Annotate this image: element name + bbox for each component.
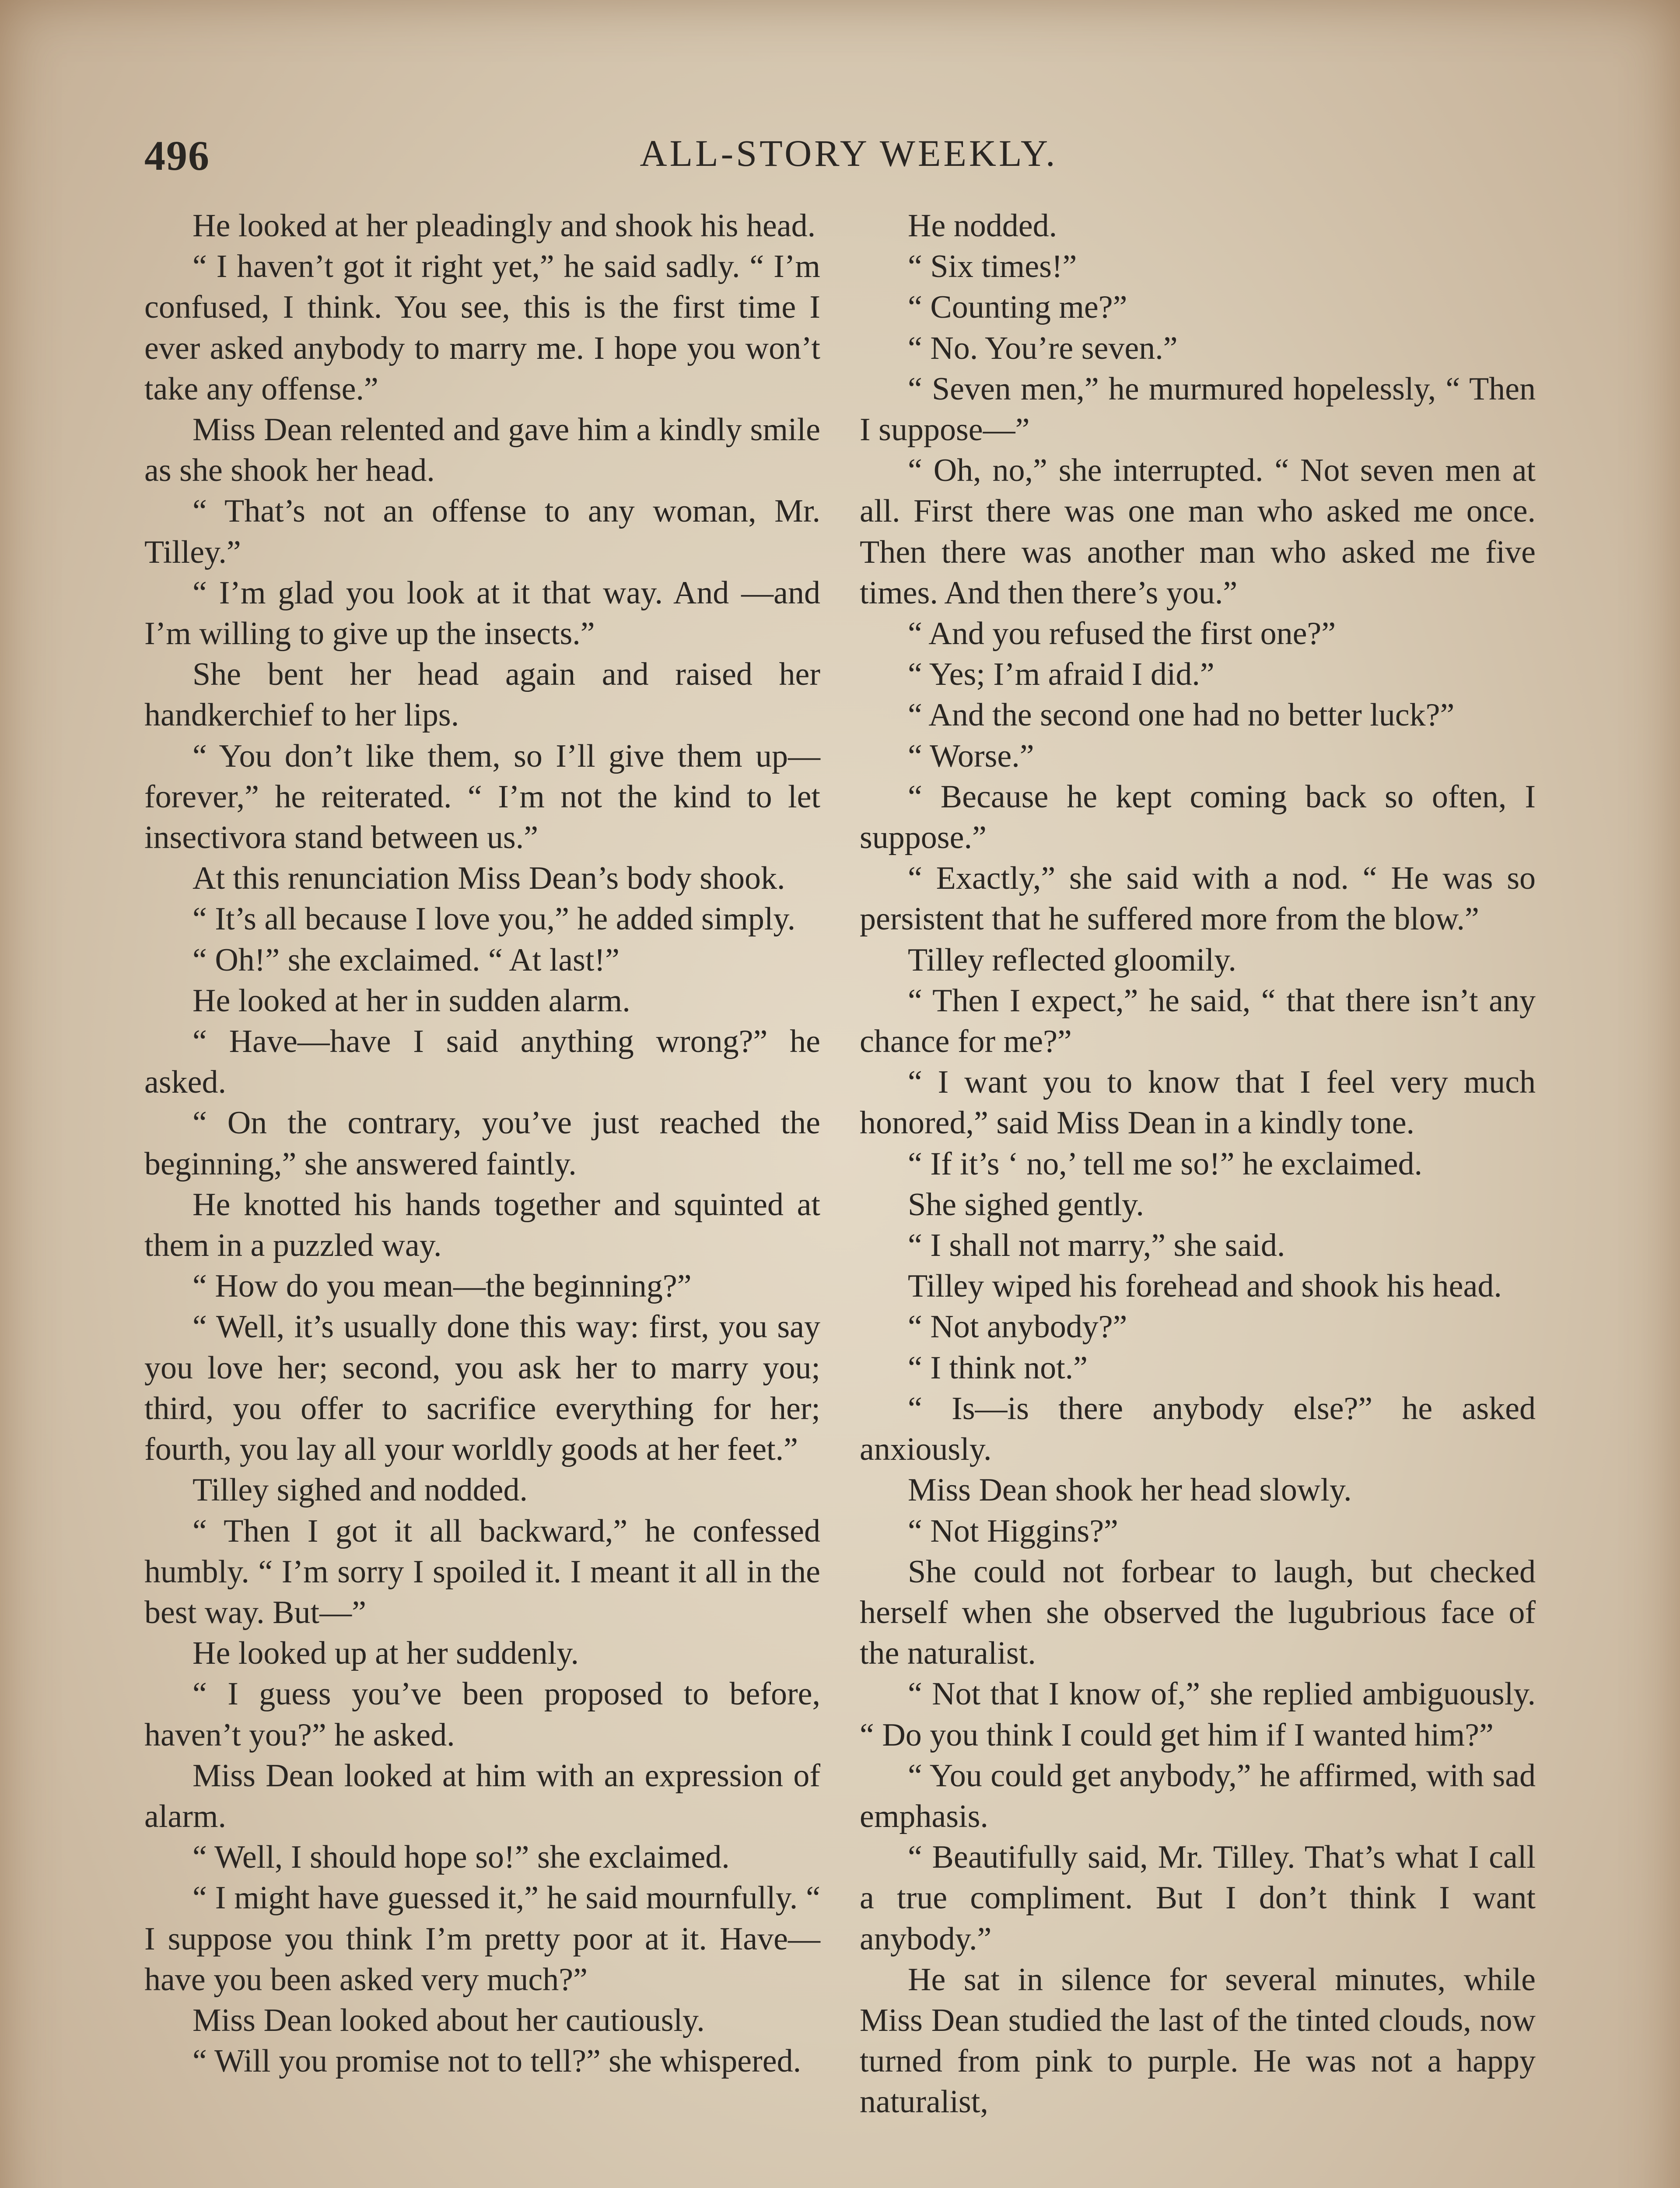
paragraph: Miss Dean looked at him with an expression of alarm. <box>144 1757 820 1834</box>
paragraph: “ Worse.” <box>908 738 1034 774</box>
paragraph: She could not forbear to laugh, but checked herself when she observed the lugubrious face of the naturalist. <box>860 1553 1536 1672</box>
paragraph: “ Not Higgins?” <box>908 1513 1118 1549</box>
paragraph: “ Yes; I’m afraid I did.” <box>908 656 1214 693</box>
paragraph: Tilley sighed and nodded. <box>192 1472 528 1508</box>
paragraph: He looked at her in sudden alarm. <box>192 982 630 1019</box>
paragraph: “ I think not.” <box>908 1350 1088 1386</box>
page-header <box>144 131 1553 184</box>
paragraph: “ How do you mean—the beginning?” <box>192 1268 692 1304</box>
paragraph: “ Not anybody?” <box>908 1309 1127 1345</box>
paragraph: She bent her head again and raised her handkerchief to her lips. <box>144 656 820 733</box>
paragraph: “ Counting me?” <box>908 289 1127 326</box>
paragraph: “ No. You’re seven.” <box>908 330 1178 366</box>
paragraph: He sat in silence for several minutes, while Miss Dean studied the last of the tinted clouds, now turned from pink to purple. He was not a happy naturalist, <box>860 1961 1536 2120</box>
paragraph: “ That’s not an offense to any woman, Mr. Tilley.” <box>144 493 820 570</box>
paragraph: “ I haven’t got it right yet,” he said sadly. “ I’m confused, I think. You see, this is the first time I ever asked anybody to marry me. I hope you won’t take any offense.” <box>144 249 820 407</box>
paragraph: “ Will you promise not to tell?” she whispered. <box>192 2043 802 2079</box>
paragraph: He looked up at her suddenly. <box>192 1635 579 1672</box>
paragraph: He looked at her pleadingly and shook his head. <box>192 208 816 244</box>
paragraph: “ Then I got it all backward,” he confessed humbly. “ I’m sorry I spoiled it. I meant it all in the best way. But—” <box>144 1513 820 1630</box>
paragraph: “ Have—have I said anything wrong?” he asked. <box>144 1024 820 1101</box>
paragraph: “ Six times!” <box>908 249 1077 285</box>
paragraph: “ Beautifully said, Mr. Tilley. That’s what I call a true compliment. But I don’t think I want anybody.” <box>860 1839 1536 1957</box>
paragraph: “ Because he kept coming back so often, I suppose.” <box>860 778 1536 856</box>
paragraph: “ I shall not marry,” she said. <box>908 1227 1285 1264</box>
paragraph: Miss Dean looked about her cautiously. <box>192 2002 705 2038</box>
right-text-column <box>860 206 1536 2123</box>
paragraph: “ I guess you’ve been proposed to before, haven’t you?” he asked. <box>144 1676 820 1753</box>
paragraph: “ You don’t like them, so I’ll give them up—forever,” he reiterated. “ I’m not the kind to let insectivora stand between us.” <box>144 738 820 856</box>
paragraph: He nodded. <box>908 208 1057 244</box>
paragraph: Miss Dean shook her head slowly. <box>908 1472 1352 1508</box>
paragraph: “ I’m glad you look at it that way. And —and I’m willing to give up the insects.” <box>144 575 820 652</box>
paragraph: Miss Dean relented and gave him a kindly smile as she shook her head. <box>144 412 820 489</box>
paragraph: “ Well, I should hope so!” she exclaimed. <box>192 1839 730 1876</box>
paragraph: “ And you refused the first one?” <box>908 616 1336 652</box>
paragraph: He knotted his hands together and squinted at them in a puzzled way. <box>144 1186 820 1264</box>
paragraph: “ On the contrary, you’ve just reached the beginning,” she answered faintly. <box>144 1105 820 1182</box>
paragraph: Tilley wiped his forehead and shook his head. <box>908 1268 1502 1304</box>
paragraph: Tilley reflected gloomily. <box>908 942 1236 978</box>
paragraph: “ Well, it’s usually done this way: first, you say you love her; second, you ask her to marry you; third, you offer to sacrifice everything for her; fourth, you lay all your worldly goods at her feet.” <box>144 1309 820 1468</box>
left-text-column <box>144 206 820 2082</box>
paragraph: “ You could get anybody,” he affirmed, with sad emphasis. <box>860 1757 1536 1834</box>
paragraph: “ Is—is there anybody else?” he asked anxiously. <box>860 1390 1536 1468</box>
running-head: ALL-STORY WEEKLY. <box>640 132 1058 174</box>
paragraph: “ I want you to know that I feel very much honored,” said Miss Dean in a kindly tone. <box>860 1064 1536 1141</box>
paragraph: “ If it’s ‘ no,’ tell me so!” he exclaimed. <box>908 1146 1423 1182</box>
paragraph: “ Exactly,” she said with a nod. “ He was so persistent that he suffered more from the blow.” <box>860 860 1536 937</box>
paragraph: “ Then I expect,” he said, “ that there isn’t any chance for me?” <box>860 982 1536 1060</box>
paragraph: “ Oh, no,” she interrupted. “ Not seven men at all. First there was one man who asked me once. Then there was another man who asked me five times. And then there’s you.” <box>860 452 1536 611</box>
paragraph: “ Seven men,” he murmured hopelessly, “ Then I suppose—” <box>860 371 1536 448</box>
paragraph: At this renunciation Miss Dean’s body shook. <box>192 860 785 897</box>
paragraph: “ And the second one had no better luck?” <box>908 697 1455 733</box>
paragraph: “ It’s all because I love you,” he added simply. <box>192 901 796 937</box>
paragraph: She sighed gently. <box>908 1186 1144 1223</box>
paragraph: “ Oh!” she exclaimed. “ At last!” <box>192 942 620 978</box>
page-number: 496 <box>144 132 210 179</box>
paragraph: “ Not that I know of,” she replied ambiguously. “ Do you think I could get him if I wanted him?” <box>860 1676 1536 1753</box>
paragraph: “ I might have guessed it,” he said mournfully. “ I suppose you think I’m pretty poor at it. Have—have you been asked very much?” <box>144 1880 820 1998</box>
